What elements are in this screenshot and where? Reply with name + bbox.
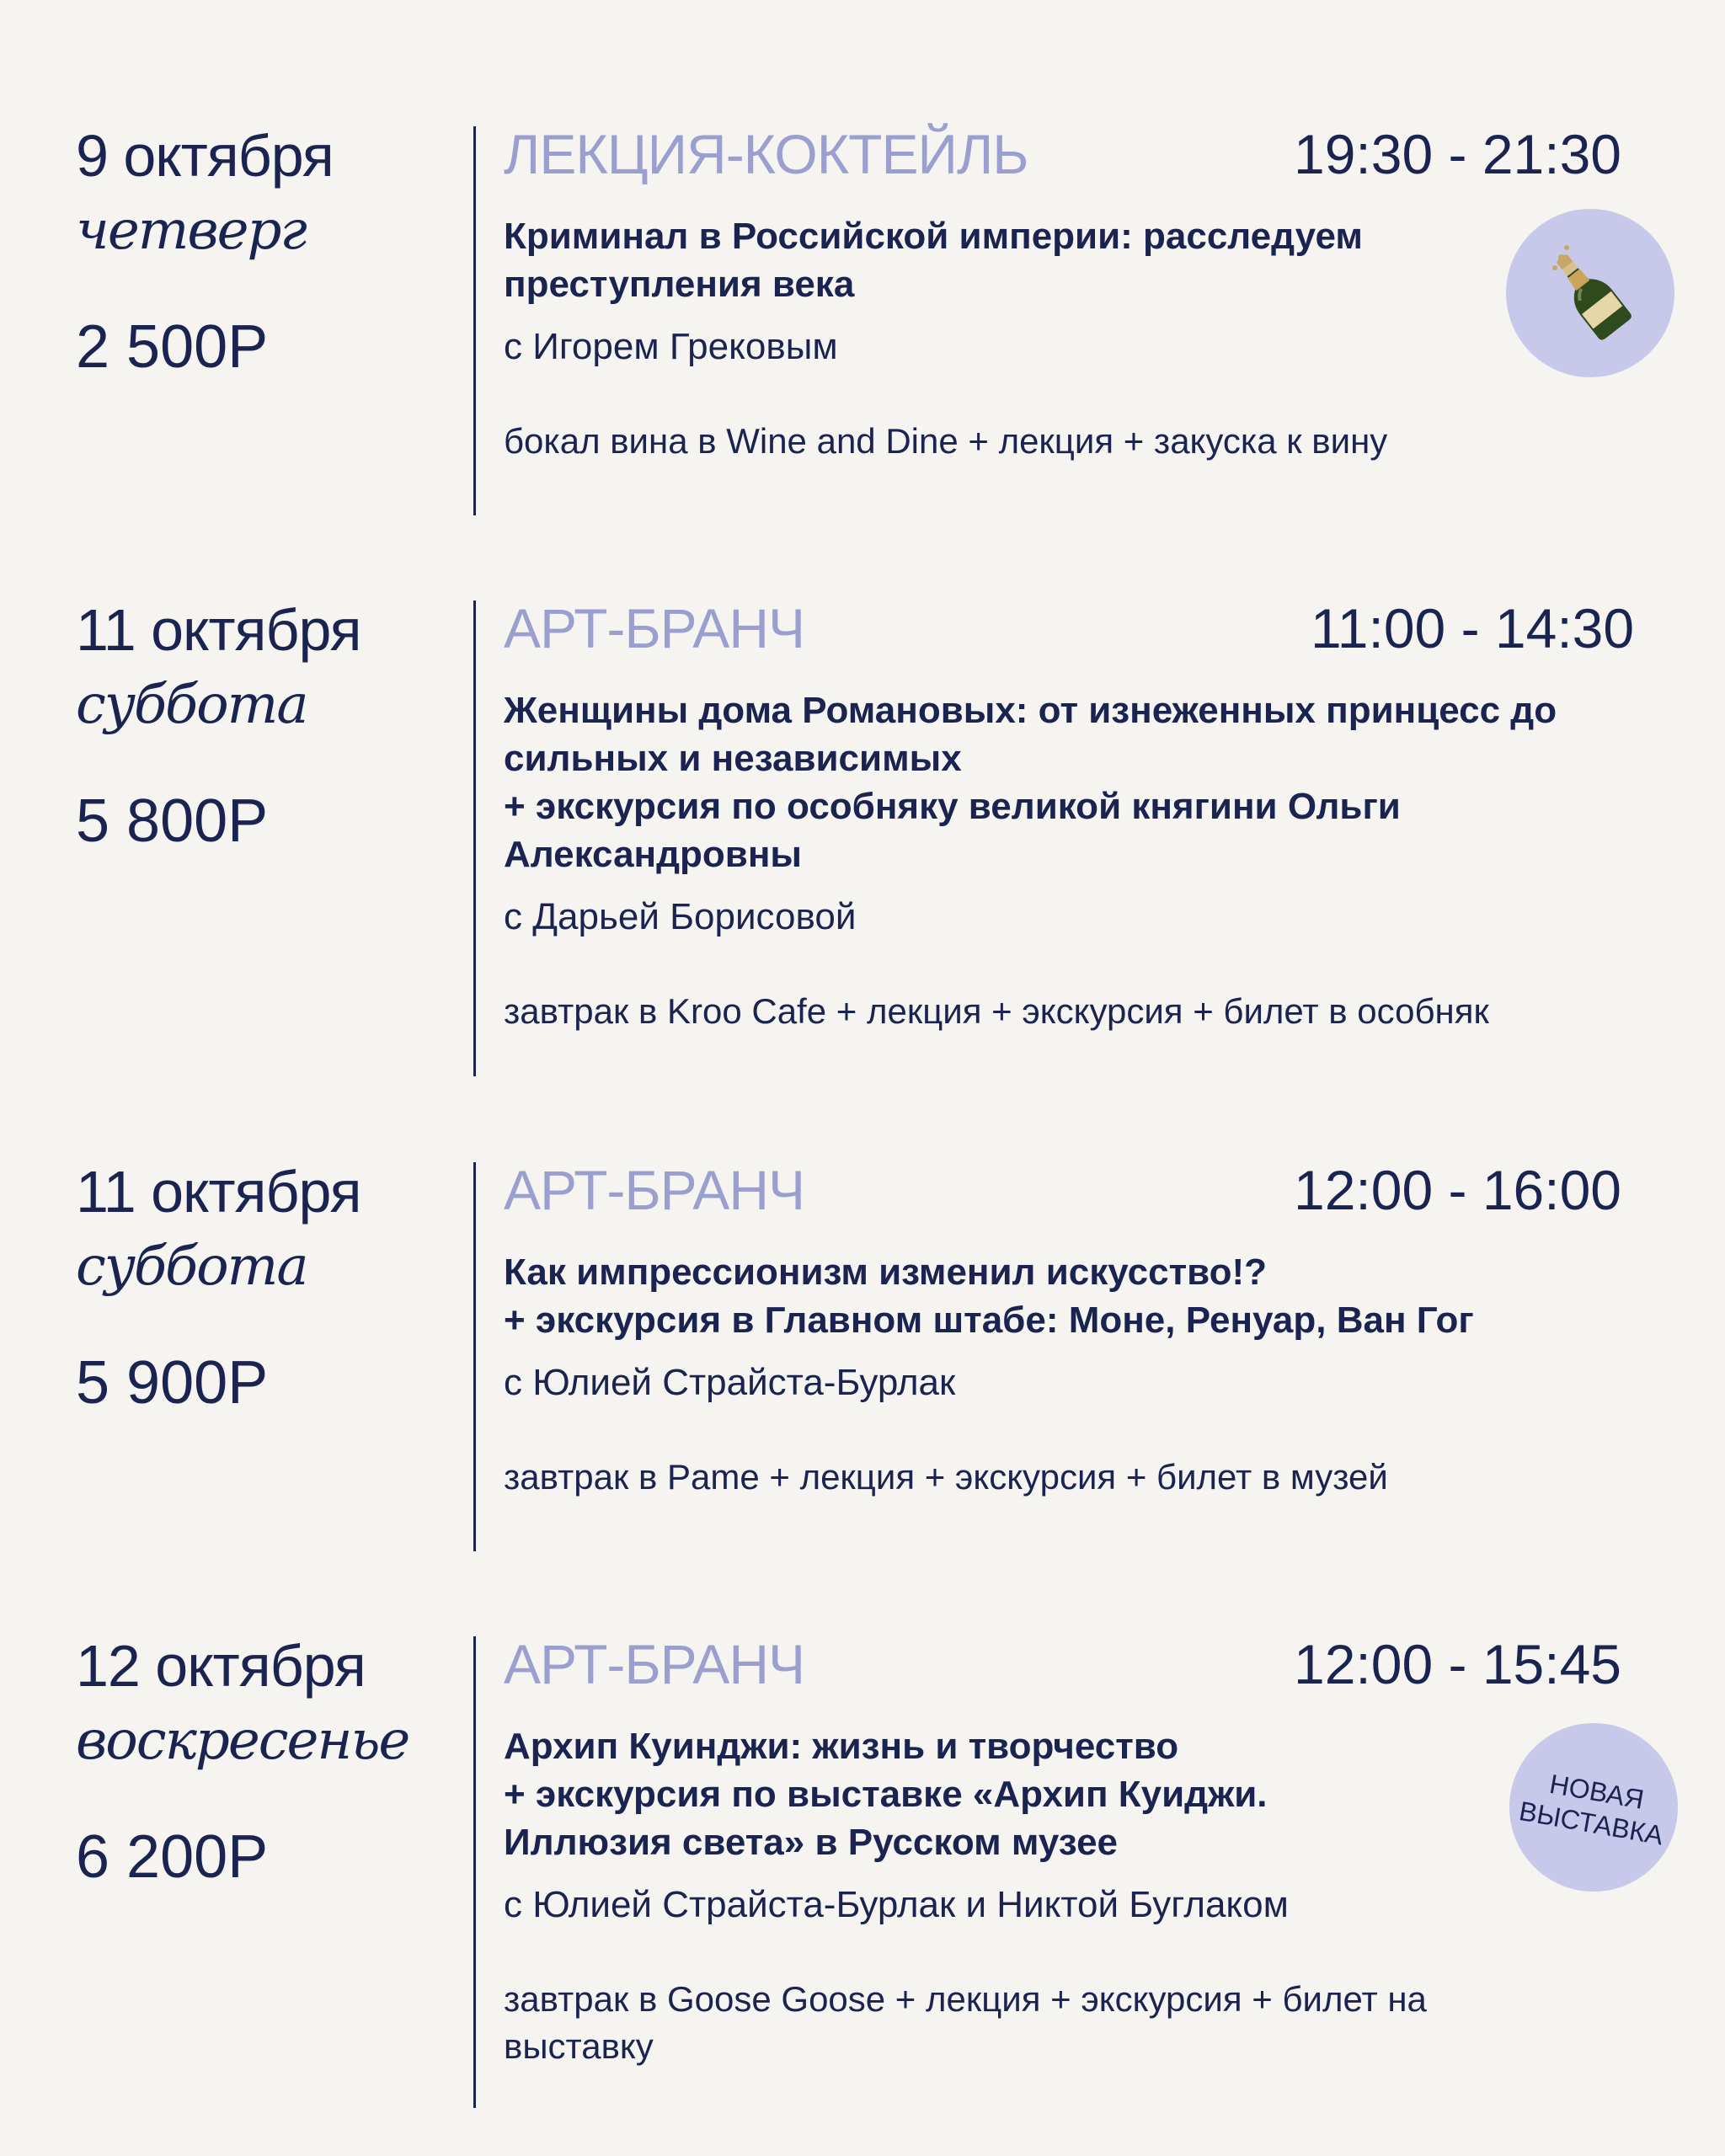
event-price: 6 200Р: [76, 1823, 269, 1891]
event-divider: [473, 600, 476, 1076]
event-time: 12:00 - 15:45: [1294, 1633, 1621, 1695]
event-host: с Юлией Страйста-Бурлак: [504, 1362, 956, 1403]
event-title-line: Женщины дома Романовых: от изнеженных принцесс до сильных и независимых: [504, 690, 1557, 779]
new-exhibition-badge: [1509, 1723, 1678, 1892]
champagne-bottle-icon: [1540, 243, 1641, 344]
event-includes: завтрак в Goose Goose + лекция + экскурсия + билет на выставку: [504, 1979, 1427, 2066]
event-details: [504, 1633, 1649, 2070]
event-time: 12:00 - 16:00: [1294, 1159, 1621, 1221]
event-weekday: суббота: [76, 1235, 307, 1298]
badge-label: НОВАЯ ВЫСТАВКА: [1516, 1768, 1665, 1851]
event-date: 12 октября: [76, 1633, 366, 1699]
champagne-badge: [1506, 209, 1674, 377]
event-date-block: [76, 1159, 463, 1417]
event-divider: [473, 1636, 476, 2108]
event-type: АРТ-БРАНЧ: [504, 597, 804, 659]
event-details: [504, 597, 1649, 1035]
event-title-line: + экскурсия по особняку великой княгини Ольги Александровны: [504, 786, 1401, 875]
event-title-line: + экскурсия в Главном штабе: Моне, Ренуар, Ван Гог: [504, 1299, 1474, 1341]
event-date: 9 октября: [76, 123, 334, 189]
event-includes: завтрак в Kroo Cafe + лекция + экскурсия + билет в особняк: [504, 991, 1489, 1031]
event-type: ЛЕКЦИЯ-КОКТЕЙЛЬ: [504, 123, 1028, 185]
event-title: Криминал в Российской империи: расследуем преступления века: [504, 216, 1363, 305]
event-details: [504, 1159, 1649, 1501]
event-title: [504, 1248, 1599, 1344]
event-divider: [473, 126, 476, 515]
event-date-block: [76, 1633, 463, 1891]
event-date-block: [76, 597, 463, 855]
event-weekday: суббота: [76, 674, 307, 736]
event-price: 5 900Р: [76, 1349, 269, 1417]
event-price: 5 800Р: [76, 787, 269, 855]
event-date: 11 октября: [76, 1159, 361, 1225]
event-date-block: [76, 123, 463, 381]
event-host: с Юлией Страйста-Бурлак и Никтой Буглаком: [504, 1884, 1289, 1925]
event-title-line: Архип Куинджи: жизнь и творчество: [504, 1726, 1179, 1767]
event-weekday: четверг: [76, 200, 306, 262]
event-weekday: воскресенье: [76, 1710, 409, 1772]
event-date: 11 октября: [76, 597, 361, 663]
event-time: 11:00 - 14:30: [1311, 597, 1635, 659]
event-host: с Игорем Грековым: [504, 326, 838, 367]
event-includes: завтрак в Pame + лекция + экскурсия + билет в музей: [504, 1457, 1388, 1497]
event-title-line: Как импрессионизм изменил искусство!?: [504, 1251, 1268, 1293]
event-divider: [473, 1162, 476, 1551]
event-title: [504, 1722, 1599, 1866]
event-price: 2 500Р: [76, 313, 269, 381]
event-type: АРТ-БРАНЧ: [504, 1159, 804, 1221]
event-title: [504, 686, 1599, 878]
event-host: с Дарьей Борисовой: [504, 896, 857, 937]
event-type: АРТ-БРАНЧ: [504, 1633, 804, 1695]
event-details: [504, 123, 1649, 465]
event-includes: бокал вина в Wine and Dine + лекция + закуска к вину: [504, 421, 1388, 461]
event-time: 19:30 - 21:30: [1294, 123, 1621, 185]
event-title-line: + экскурсия по выставке «Архип Куиджи. Иллюзия света» в Русском музее: [504, 1774, 1268, 1863]
